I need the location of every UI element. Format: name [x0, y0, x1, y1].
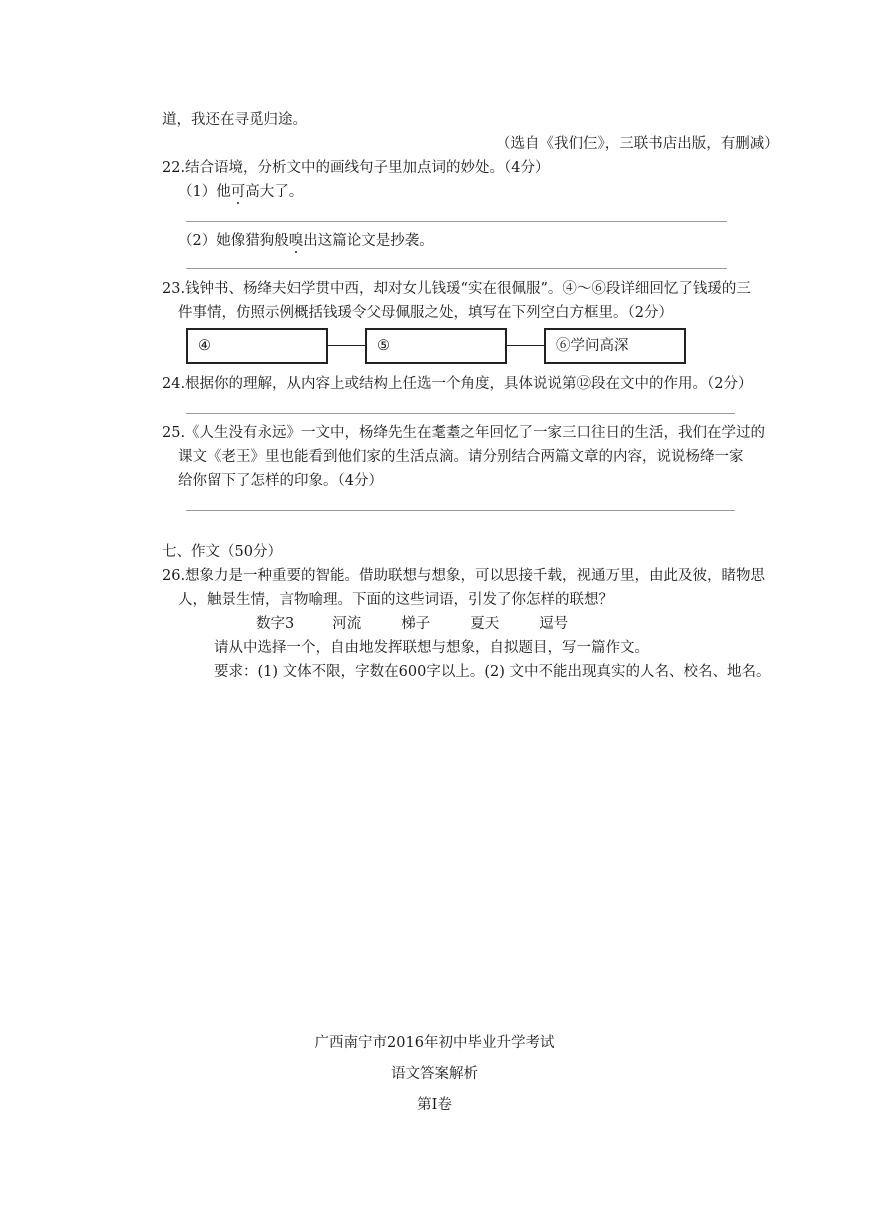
q26-line2: 人，触景生情，言物喻理。下面的这些词语，引发了你怎样的联想？ [178, 592, 613, 608]
answer-line-q22-1 [186, 221, 727, 222]
box-connector-2 [507, 345, 544, 346]
q26-requirement: 要求：(1) 文体不限，字数在600字以上。(2) 文中不能出现真实的人名、校名、地名。 [214, 664, 771, 680]
q22-item2-pre: （2）她像猎狗般 [178, 233, 289, 249]
q22-item2-dotted-word: 嗅 [288, 233, 304, 249]
q22-item1-pre: （1）他 [178, 184, 231, 200]
q25-line2: 课文《老王》里也能看到他们家的生活点滴。请分别结合两篇文章的内容，说说杨绛一家 [178, 449, 744, 465]
q23-stem-line2: 件事情，仿照示例概括钱瑗令父母佩服之处，填写在下列空白方框里。（2分） [178, 305, 673, 321]
word-4: 夏天 [470, 616, 500, 632]
section7-heading: 七、作文（50分） [162, 544, 282, 560]
q26-instruction: 请从中选择一个，自由地发挥联想与想象，自拟题目，写一篇作文。 [214, 640, 649, 656]
source-citation: （选自《我们仨》，三联书店出版，有删减） [496, 136, 779, 152]
answer-box-5[interactable]: ⑤ [365, 328, 507, 364]
q26-line1: 26.想象力是一种重要的智能。借助联想与想象，可以思接千载，视通万里，由此及彼，睹物思 [162, 568, 766, 584]
word-1: 数字3 [256, 616, 295, 632]
answer-line-q22-2 [186, 268, 727, 269]
answer-box-4[interactable]: ④ [186, 328, 328, 364]
q22-item1-dotted-word: 可 [230, 184, 246, 200]
q22-item2-post: 出这篇论文是抄袭。 [303, 233, 434, 249]
q22-item1-post: 高大了。 [245, 184, 304, 200]
word-2: 河流 [332, 616, 362, 632]
q22-item1 [178, 182, 303, 202]
answer-line-q25 [186, 510, 735, 511]
passage-ending-line: 道，我还在寻觅归途。 [162, 112, 307, 128]
q25-line3: 给你留下了怎样的印象。（4分） [178, 473, 383, 489]
word-3: 梯子 [401, 616, 431, 632]
box-connector-1 [328, 345, 365, 346]
q22-item2 [178, 231, 434, 251]
answer-box-6-example: ⑥学问高深 [544, 328, 686, 364]
q24-stem: 24.根据你的理解，从内容上或结构上任选一个角度，具体说说第⑫段在文中的作用。（2分） [162, 376, 753, 392]
q26-word-list [256, 614, 568, 634]
word-5: 逗号 [539, 616, 569, 632]
q23-stem-line1: 23.钱钟书、杨绛夫妇学贯中西，却对女儿钱瑗“实在很佩服”。④～⑥段详细回忆了钱瑗的三 [162, 281, 751, 297]
volume-label: 第Ⅰ卷 [417, 1097, 452, 1113]
answer-subtitle: 语文答案解析 [391, 1066, 478, 1082]
answer-line-q24 [186, 413, 735, 414]
q25-line1: 25.《人生没有永远》一文中，杨绛先生在耄耋之年回忆了一家三口往日的生活，我们在学过的 [162, 425, 766, 441]
answer-title: 广西南宁市2016年初中毕业升学考试 [314, 1035, 555, 1051]
q22-stem: 22.结合语境，分析文中的画线句子里加点词的妙处。（4分） [162, 160, 550, 176]
